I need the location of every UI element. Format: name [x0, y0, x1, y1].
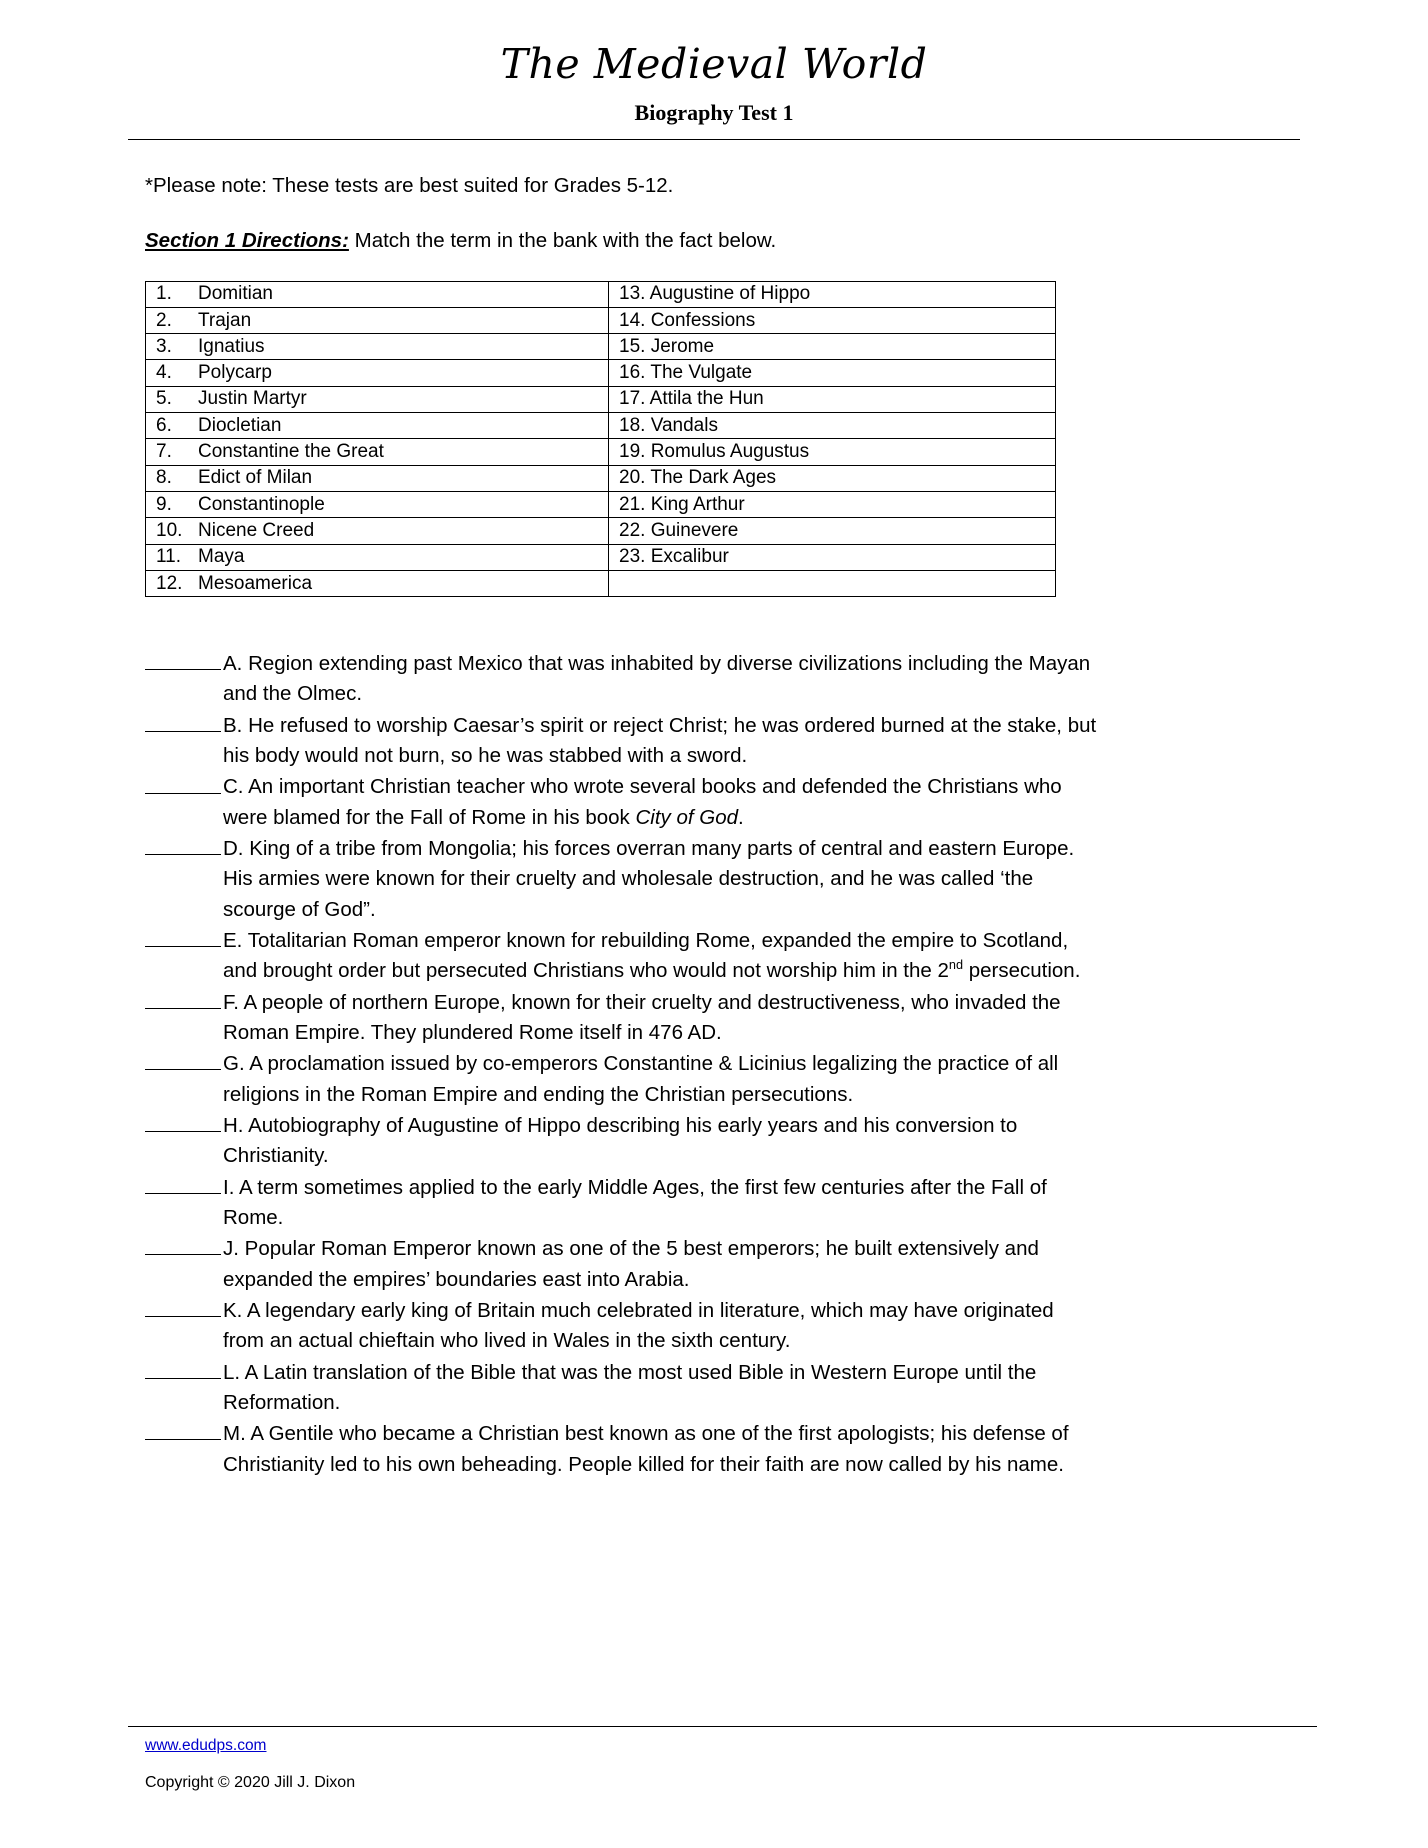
word-bank-cell-left: [146, 386, 609, 412]
word-bank-term: 14. Confessions: [619, 309, 756, 331]
word-bank-number: 8.: [156, 467, 172, 489]
word-bank-cell-left: [146, 307, 609, 333]
word-bank-cell-left: [146, 281, 609, 307]
word-bank-number: 9.: [156, 493, 172, 515]
word-bank-cell-right: [609, 413, 1056, 439]
document-body: [145, 173, 1300, 1480]
word-bank-cell-left: [146, 491, 609, 517]
word-bank-cell-right: [609, 570, 1056, 596]
section-directions-label: Section 1 Directions:: [145, 228, 349, 252]
item-text-line: religions in the Roman Empire and ending the Christian persecutions.: [223, 1082, 854, 1106]
page-subtitle: Biography Test 1: [634, 100, 794, 126]
word-bank-cell-left: [146, 439, 609, 465]
word-bank-term: 17. Attila the Hun: [619, 388, 764, 410]
word-bank-number: 1.: [156, 283, 172, 305]
table-row: [146, 439, 1056, 465]
word-bank-term: Polycarp: [198, 362, 272, 384]
item-text-line: G. A proclamation issued by co-emperors Constantine & Licinius legalizing the practice of all: [223, 1052, 1059, 1076]
word-bank-cell-right: [609, 439, 1056, 465]
word-bank-number: 10.: [156, 519, 183, 541]
word-bank-number: 4.: [156, 362, 172, 384]
word-bank-cell-right: [609, 491, 1056, 517]
word-bank-term: Domitian: [198, 283, 273, 305]
table-row: [146, 491, 1056, 517]
item-text-line: and the Olmec.: [223, 682, 363, 706]
table-row: [146, 386, 1056, 412]
word-bank-term: Trajan: [198, 309, 252, 331]
word-bank-term: 15. Jerome: [619, 335, 715, 357]
table-row: [146, 307, 1056, 333]
word-bank-number: 3.: [156, 335, 172, 357]
word-bank-term: 20. The Dark Ages: [619, 467, 777, 489]
word-bank-cell-right: [609, 465, 1056, 491]
word-bank-number: 7.: [156, 441, 172, 463]
list-item: [145, 834, 1300, 925]
item-text-line: His armies were known for their cruelty and wholesale destruction, and he was called ‘the: [223, 867, 1034, 891]
word-bank-term: Maya: [198, 546, 245, 568]
word-bank-cell-right: [609, 386, 1056, 412]
list-item: [145, 1049, 1300, 1110]
item-text-line: A. Region extending past Mexico that was inhabited by diverse civilizations including the Mayan: [223, 652, 1091, 676]
answer-blank[interactable]: [145, 1049, 221, 1070]
table-row: [146, 518, 1056, 544]
header-divider: [128, 139, 1300, 140]
word-bank-number: 12.: [156, 572, 183, 594]
footer-divider: [128, 1726, 1317, 1727]
item-text-line: expanded the empires’ boundaries east into Arabia.: [223, 1267, 690, 1291]
item-text-line: from an actual chieftain who lived in Wales in the sixth century.: [223, 1329, 791, 1353]
item-text-line: Rome.: [223, 1206, 284, 1230]
word-bank-term: Edict of Milan: [198, 467, 313, 489]
list-item: [145, 1419, 1300, 1480]
word-bank-term: 19. Romulus Augustus: [619, 441, 810, 463]
item-text-line: Christianity.: [223, 1144, 329, 1168]
answer-blank[interactable]: [145, 988, 221, 1009]
table-row: [146, 465, 1056, 491]
ordinal-suffix: nd: [948, 957, 964, 973]
item-text-line: Reformation.: [223, 1391, 341, 1414]
word-bank-term: Justin Martyr: [198, 388, 307, 410]
item-text-line: H. Autobiography of Augustine of Hippo describing his early years and his conversion to: [223, 1114, 1018, 1138]
word-bank-number: 6.: [156, 414, 172, 436]
item-text-line: [223, 956, 1300, 986]
item-text-line: [223, 803, 1300, 833]
word-bank-body: [146, 281, 1056, 597]
list-item: [145, 1173, 1300, 1234]
item-text-line: his body would not burn, so he was stabbed with a sword.: [223, 744, 748, 768]
item-text-line: E. Totalitarian Roman emperor known for rebuilding Rome, expanded the empire to Scotland,: [223, 929, 1069, 953]
word-bank-cell-left: [146, 518, 609, 544]
item-text-line: F. A people of northern Europe, known for their cruelty and destructiveness, who invaded the: [223, 990, 1061, 1014]
word-bank-cell-left: [146, 360, 609, 386]
word-bank-term: Ignatius: [198, 335, 265, 357]
word-bank-cell-right: [609, 518, 1056, 544]
word-bank-cell-right: [609, 544, 1056, 570]
answer-blank[interactable]: [145, 834, 221, 855]
table-row: [146, 281, 1056, 307]
answer-blank[interactable]: [145, 649, 221, 670]
book-title: City of God: [635, 805, 739, 829]
table-row: [146, 334, 1056, 360]
word-bank-cell-left: [146, 570, 609, 596]
item-text-line: Christianity led to his own beheading. People killed for their faith are now called by his name.: [223, 1452, 1064, 1476]
item-text-line: K. A legendary early king of Britain much celebrated in literature, which may have originated: [223, 1299, 1054, 1323]
word-bank-term: Nicene Creed: [198, 519, 315, 541]
item-text-line: C. An important Christian teacher who wrote several books and defended the Christians who: [223, 775, 1062, 799]
word-bank-term: 23. Excalibur: [619, 546, 729, 568]
item-text-line: scourge of God”.: [223, 897, 376, 921]
section-directions: [145, 228, 1300, 255]
answer-blank[interactable]: [145, 711, 221, 732]
item-text-line: D. King of a tribe from Mongolia; his forces overran many parts of central and eastern Europe.: [223, 837, 1075, 861]
page-footer: [145, 1726, 1300, 1792]
list-item: [145, 926, 1300, 987]
table-row: [146, 413, 1056, 439]
item-text-fragment: .: [738, 805, 744, 829]
word-bank-number: 2.: [156, 309, 172, 331]
answer-blank[interactable]: [145, 926, 221, 947]
word-bank-cell-right: [609, 334, 1056, 360]
word-bank-table: [145, 281, 1056, 598]
item-text-fragment: persecution.: [963, 959, 1081, 983]
list-item: [145, 1358, 1300, 1419]
word-bank-term: 22. Guinevere: [619, 519, 739, 541]
word-bank-cell-left: [146, 334, 609, 360]
document-header: [0, 0, 1428, 125]
list-item: [145, 649, 1300, 710]
word-bank-cell-left: [146, 544, 609, 570]
item-text-fragment: were blamed for the Fall of Rome in his book: [223, 805, 636, 829]
word-bank-number: 5.: [156, 388, 172, 410]
grade-note: *Please note: These tests are best suited for Grades 5-12.: [145, 174, 674, 198]
list-item: [145, 711, 1300, 772]
website-link[interactable]: www.edudps.com: [145, 1737, 267, 1754]
table-row: [146, 544, 1056, 570]
list-item: [145, 988, 1300, 1049]
item-text-line: J. Popular Roman Emperor known as one of the 5 best emperors; he built extensively and: [223, 1237, 1039, 1261]
copyright-text: Copyright © 2020 Jill J. Dixon: [145, 1774, 356, 1791]
section-directions-text: Match the term in the bank with the fact below.: [348, 228, 777, 252]
answer-blank[interactable]: [145, 772, 221, 793]
word-bank-term: Diocletian: [198, 414, 282, 436]
item-text-line: B. He refused to worship Caesar’s spirit or reject Christ; he was ordered burned at the stake, but: [223, 713, 1097, 737]
item-text-line: I. A term sometimes applied to the early Middle Ages, the first few centuries after the Fall of: [223, 1175, 1047, 1199]
table-row: [146, 570, 1056, 596]
item-text-fragment: and brought order but persecuted Christians who would not worship him in the 2: [223, 959, 949, 983]
word-bank-cell-right: [609, 281, 1056, 307]
answer-blank[interactable]: [145, 1173, 221, 1194]
table-row: [146, 360, 1056, 386]
word-bank-term: Constantine the Great: [198, 441, 384, 463]
word-bank-term: 18. Vandals: [619, 414, 718, 436]
answer-blank[interactable]: [145, 1111, 221, 1132]
list-item: [145, 1296, 1300, 1357]
word-bank-term: 13. Augustine of Hippo: [619, 283, 811, 305]
word-bank-number: 11.: [156, 546, 182, 568]
answer-blank[interactable]: [145, 1358, 221, 1379]
word-bank-term: 21. King Arthur: [619, 493, 745, 515]
answer-blank[interactable]: [145, 1234, 221, 1255]
item-text-line: M. A Gentile who became a Christian best known as one of the first apologists; his defense of: [223, 1422, 1069, 1446]
answer-blank[interactable]: [145, 1419, 221, 1440]
answer-blank[interactable]: [145, 1296, 221, 1317]
word-bank-cell-right: [609, 307, 1056, 333]
page-title: The Medieval World: [500, 40, 928, 88]
item-text-line: L. A Latin translation of the Bible that was the most used Bible in Western Europe until the: [223, 1360, 1037, 1384]
word-bank-cell-left: [146, 465, 609, 491]
matching-items-list: [145, 649, 1300, 1480]
list-item: [145, 1111, 1300, 1172]
item-text-line: Roman Empire. They plundered Rome itself in 476 AD.: [223, 1021, 722, 1045]
list-item: [145, 1234, 1300, 1295]
word-bank-term: Mesoamerica: [198, 572, 313, 594]
word-bank-cell-right: [609, 360, 1056, 386]
word-bank-cell-left: [146, 413, 609, 439]
word-bank-term: 16. The Vulgate: [619, 362, 753, 384]
list-item: [145, 772, 1300, 833]
word-bank-term: Constantinople: [198, 493, 325, 515]
